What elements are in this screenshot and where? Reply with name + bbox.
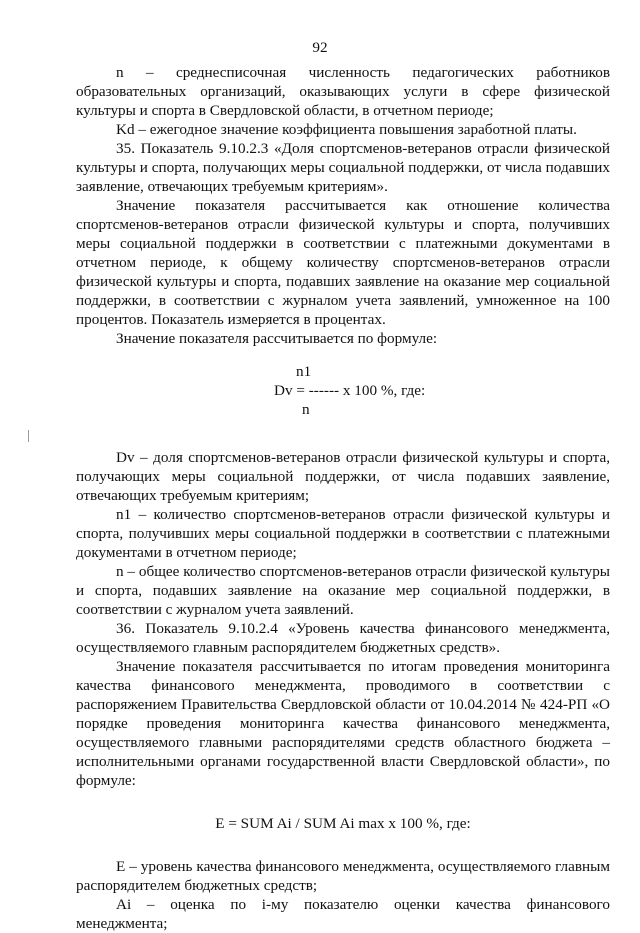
margin-mark <box>28 430 29 442</box>
indicator-35-formula-intro: Значение показателя рассчитывается по формуле: <box>116 330 438 347</box>
kd-definition: Kd – ежегодное значение коэффициента повышения заработной платы. <box>116 121 577 138</box>
page-number: 92 <box>312 39 328 56</box>
e-definition: E – уровень качества финансового менеджмента, осуществляемого главным распорядителем бюджетных средств; <box>76 858 610 894</box>
indicator-35-title: 35. Показатель 9.10.2.3 «Доля спортсменов-ветеранов отрасли физической культуры и спорта, получающих меры социальной поддержки, от числа подавших заявление, отвечающих требуемым критериям». <box>76 140 610 195</box>
n-definition: n – среднесписочная численность педагогических работников образовательных организаций, оказывающих услуги в сфере физической культуры и спорта в Свердловской области, в отчетном периоде; <box>76 64 610 119</box>
indicator-36-calculation: Значение показателя рассчитывается по итогам проведения мониторинга качества финансового менеджмента, проводимого в соответствии с распоряжением Правительства Свердловской области от 10.04.2014 № 424-РП «О порядке проведения мониторинга качества финансового менеджмента, осуществляемого главными распорядителями средств областного бюджета – исполнительными органами государственной власти Свердловской области», по формуле: <box>76 658 610 789</box>
formula-dv-numerator: n1 <box>296 363 312 380</box>
document-body <box>76 63 610 933</box>
indicator-36-title: 36. Показатель 9.10.2.4 «Уровень качества финансового менеджмента, осуществляемого главным распорядителем бюджетных средств». <box>76 620 610 656</box>
formula-dv-denominator: n <box>302 401 310 418</box>
ai-definition: Ai – оценка по i-му показателю оценки качества финансового менеджмента; <box>76 896 610 932</box>
dv-definition: Dv – доля спортсменов-ветеранов отрасли физической культуры и спорта, получающих меры социальной поддержки, от числа подавших заявление, отвечающих требуемым критериям; <box>76 449 610 504</box>
n1-definition: n1 – количество спортсменов-ветеранов отрасли физической культуры и спорта, получивших меры социальной поддержки в соответствии с платежными документами в отчетном периоде; <box>76 506 610 561</box>
formula-dv <box>76 362 610 422</box>
formula-e: E = SUM Ai / SUM Ai max x 100 %, где: <box>215 815 471 832</box>
n-total-definition: n – общее количество спортсменов-ветеранов отрасли физической культуры и спорта, подавших заявление на оказание мер социальной поддержки, в соответствии с журналом учета заявлений. <box>76 563 610 618</box>
indicator-35-calculation: Значение показателя рассчитывается как отношение количества спортсменов-ветеранов отрасли физической культуры и спорта, получивших меры социальной поддержки в соответствии с платежными документами в отчетном периоде, к общему количеству спортсменов-ветеранов отрасли физической культуры и спорта, подавших заявление на оказание мер социальной поддержки, в соответствии с журналом учета заявлений, умноженное на 100 процентов. Показатель измеряется в процентах. <box>76 197 610 328</box>
formula-dv-main: Dv = ------ x 100 %, где: <box>274 382 426 399</box>
